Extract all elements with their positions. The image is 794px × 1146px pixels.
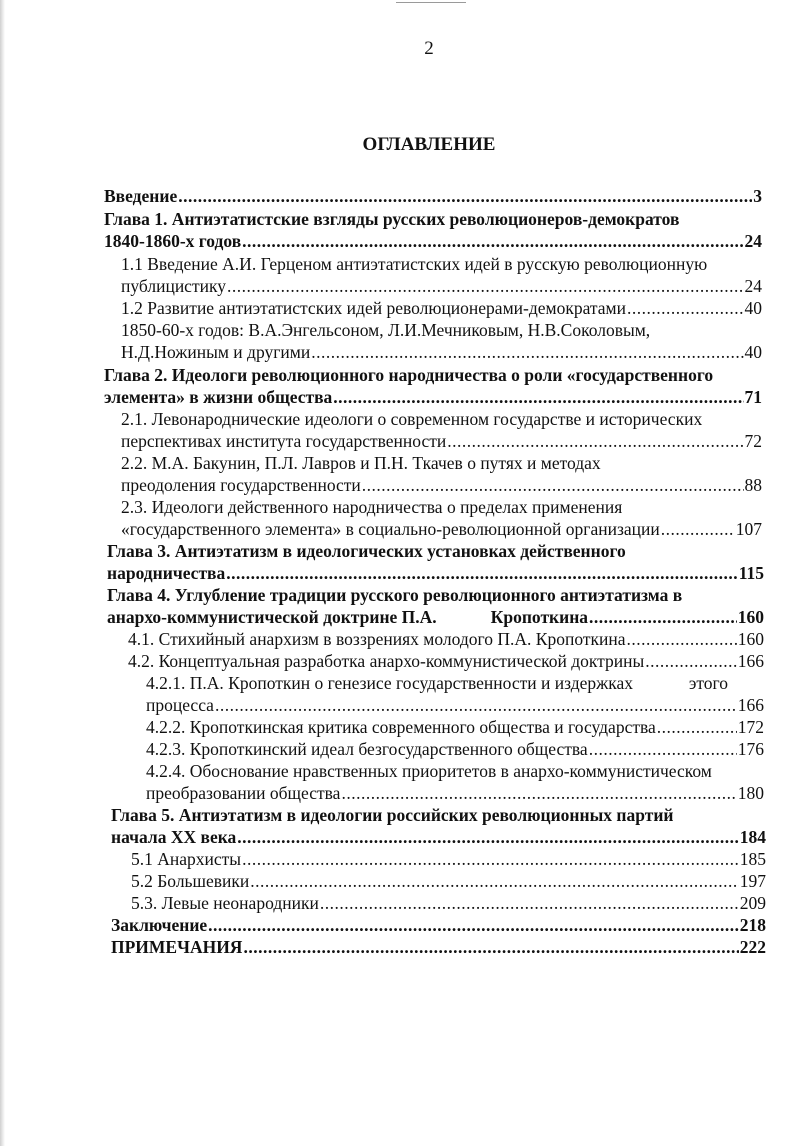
toc-page: 166 [737, 651, 764, 671]
leader-dots [227, 275, 744, 297]
toc-label: 4.2. Концептуальная разработка анархо-коммунистической доктрины [128, 651, 645, 671]
toc-entry-section-1-2[interactable] [121, 297, 762, 319]
leader-dots [178, 185, 752, 207]
toc-label: начала XX века [111, 827, 237, 847]
toc-entry-section-2-3[interactable]: 2.3. Идеологи действенного народничества о пределах применения [121, 497, 623, 517]
leader-dots [242, 848, 739, 870]
toc-page: 172 [737, 717, 764, 737]
toc-label: 4.2.2. Кропоткинская критика современного общества и государства [146, 717, 656, 737]
toc-entry-chapter-4[interactable]: Глава 4. Углубление традиции русского революционного антиэтатизма в [107, 585, 683, 605]
toc-entry-section-1-1-cont[interactable] [121, 275, 762, 297]
toc-label: ПРИМЕЧАНИЯ [111, 937, 243, 957]
toc-page: 185 [739, 849, 766, 869]
leader-dots [661, 518, 735, 540]
toc-page: 184 [739, 827, 766, 847]
toc-entry-section-4-2-4[interactable]: 4.2.4. Обоснование нравственных приоритетов в анархо-коммунистическом [146, 761, 712, 781]
toc-entry-chapter-5[interactable]: Глава 5. Антиэтатизм в идеологии российских революционных партий [111, 805, 674, 825]
toc-label: преодоления государственности [121, 475, 361, 495]
toc-entry-section-5-2[interactable] [131, 870, 766, 892]
toc-label: процесса [146, 695, 214, 715]
leader-dots [447, 430, 743, 452]
toc-entry-section-4-2-1[interactable] [146, 672, 728, 694]
toc-entry-conclusion[interactable] [111, 914, 766, 936]
leader-dots [243, 936, 738, 958]
toc-entry-section-2-3-cont[interactable] [121, 518, 762, 540]
toc-label: 5.1 Анархисты [131, 849, 242, 869]
toc-page: 88 [744, 475, 762, 495]
toc-entry-section-1-2-cont2[interactable] [121, 341, 762, 363]
toc-label: 4.2.3. Кропоткинский идеал безгосударственного общества [146, 739, 588, 759]
toc-page: 3 [753, 186, 762, 206]
toc-label-author: Кропоткина [490, 607, 589, 627]
toc-page: 197 [739, 871, 766, 891]
leader-dots [311, 341, 743, 363]
toc-label: Введение [104, 186, 178, 206]
toc-label: анархо-коммунистической доктрине П.А. [107, 607, 437, 627]
page-binding-edge [0, 0, 5, 1146]
toc-entry-chapter-1-cont[interactable] [104, 230, 762, 252]
toc-entry-chapter-3[interactable]: Глава 3. Антиэтатизм в идеологических установках действенного [107, 541, 626, 561]
leader-dots [250, 870, 738, 892]
toc-page: 107 [735, 519, 762, 539]
toc-entry-section-4-2-1-cont[interactable] [146, 694, 764, 716]
toc-label: «государственного элемента» в социально-революционной организации [121, 519, 660, 539]
leader-dots [226, 562, 737, 584]
leader-dots [589, 606, 737, 628]
leader-dots [645, 650, 737, 672]
toc-entry-notes[interactable] [111, 936, 766, 958]
toc-entry-section-5-3[interactable] [131, 892, 766, 914]
toc-entry-section-2-2[interactable]: 2.2. М.А. Бакунин, П.Л. Лавров и П.Н. Ткачев о путях и методах [121, 453, 601, 473]
toc-label: народничества [107, 563, 226, 583]
toc-page: 40 [744, 298, 762, 318]
toc-label-end: этого [688, 673, 728, 693]
leader-dots [208, 914, 739, 936]
leader-dots [657, 716, 737, 738]
toc-page: 24 [744, 276, 762, 296]
toc-page: 115 [738, 563, 764, 583]
leader-dots [341, 782, 736, 804]
toc-page: 218 [739, 915, 766, 935]
toc-entry-section-4-2[interactable] [128, 650, 764, 672]
toc-entry-chapter-4-cont[interactable] [107, 606, 764, 628]
toc-label: преобразовании общества [146, 783, 341, 803]
toc-entry-chapter-2-cont[interactable] [104, 386, 762, 408]
toc-label: элемента» в жизни общества [104, 387, 333, 407]
toc-entry-chapter-1[interactable]: Глава 1. Антиэтатистские взгляды русских революционеров-демократов [104, 209, 680, 229]
toc-entry-section-1-1[interactable]: 1.1 Введение А.И. Герценом антиэтатистских идей в русскую революционную [121, 254, 708, 274]
toc-entry-section-4-2-3[interactable] [146, 738, 764, 760]
toc-page: 24 [744, 231, 762, 251]
toc-entry-chapter-2[interactable]: Глава 2. Идеологи революционного народничества о роли «государственного [104, 365, 714, 385]
toc-entry-section-4-2-4-cont[interactable] [146, 782, 764, 804]
leader-dots [589, 738, 737, 760]
toc-entry-section-2-1[interactable]: 2.1. Левонароднические идеологи о современном государстве и исторических [121, 409, 703, 429]
toc-entry-section-5-1[interactable] [131, 848, 766, 870]
toc-page: 209 [739, 893, 766, 913]
toc-entry-section-2-2-cont[interactable] [121, 474, 762, 496]
leader-dots [242, 230, 743, 252]
toc-entry-chapter-3-cont[interactable] [107, 562, 764, 584]
toc-page: 222 [739, 937, 766, 957]
leader-dots [362, 474, 744, 496]
leader-dots [627, 297, 744, 319]
toc-page: 180 [737, 783, 764, 803]
toc-label: перспективах института государственности [121, 431, 447, 451]
toc-label: 5.3. Левые неонародники [131, 893, 319, 913]
toc-page: 166 [737, 695, 764, 715]
toc-label: 4.2.1. П.А. Кропоткин о генезисе государственности и издержках [146, 673, 633, 693]
toc-page: 72 [744, 431, 762, 451]
leader-dots [333, 386, 743, 408]
toc-entry-section-4-2-2[interactable] [146, 716, 764, 738]
leader-dots [215, 694, 737, 716]
toc-label: публицистику [121, 276, 226, 296]
toc-entry-chapter-5-cont[interactable] [111, 826, 766, 848]
toc-entry-section-1-2-cont[interactable]: 1850-60-х годов: В.А.Энгельсоном, Л.И.Мечниковым, Н.В.Соколовым, [121, 320, 651, 340]
leader-dots [320, 892, 739, 914]
toc-label: Н.Д.Ножиным и другими [121, 342, 311, 362]
toc-label: Заключение [111, 915, 208, 935]
toc-label: 1.2 Развитие антиэтатистских идей революционерами-демократами [121, 298, 626, 318]
toc-entry-intro[interactable] [104, 185, 762, 207]
toc-page: 176 [737, 739, 764, 759]
leader-dots [237, 826, 738, 848]
leader-dots [627, 628, 737, 650]
toc-entry-section-4-1[interactable] [128, 628, 764, 650]
toc-label: 1840-1860-х годов [104, 231, 242, 251]
page-number: 2 [424, 38, 434, 59]
toc-label: 5.2 Большевики [131, 871, 250, 891]
toc-page: 160 [737, 607, 764, 627]
top-rule [396, 2, 466, 3]
toc-page: 40 [744, 342, 762, 362]
toc-title: ОГЛАВЛЕНИЕ [362, 134, 496, 155]
toc-label: 4.1. Стихийный анархизм в воззрениях молодого П.А. Кропоткина [128, 629, 626, 649]
toc-entry-section-2-1-cont[interactable] [121, 430, 762, 452]
toc-page: 160 [737, 629, 764, 649]
toc-page: 71 [744, 387, 762, 407]
